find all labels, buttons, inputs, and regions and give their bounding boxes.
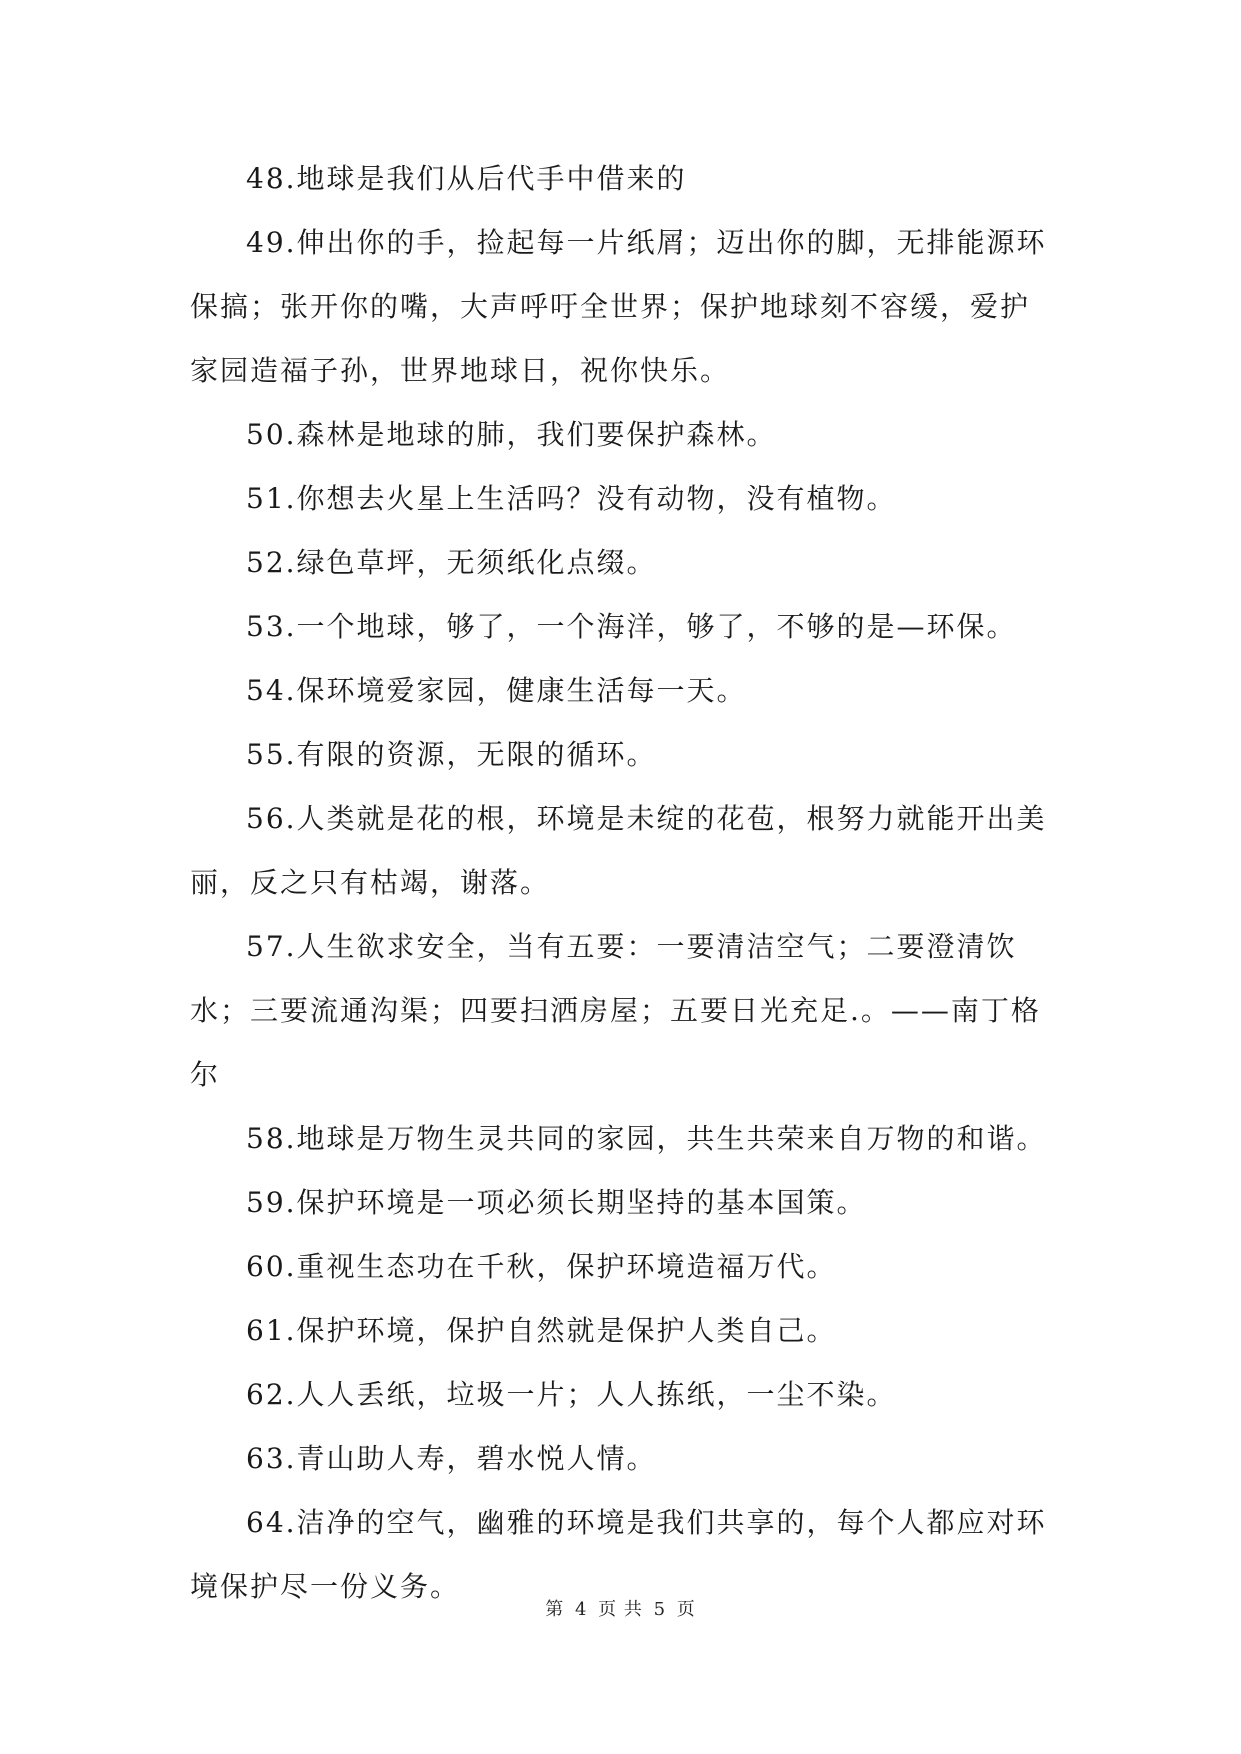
paragraph-62: 62.人人丢纸，垃圾一片；人人拣纸，一尘不染。 (246, 1378, 897, 1411)
footer-suffix: 页 (676, 1599, 696, 1620)
document-body (190, 147, 1058, 1619)
paragraph-52: 52.绿色草坪，无须纸化点缀。 (246, 546, 657, 579)
paragraph-55: 55.有限的资源，无限的循环。 (246, 738, 657, 771)
paragraph-49: 49.伸出你的手，捡起每一片纸屑；迈出你的脚，无排能源环保搞；张开你的嘴，大声呼吁全世界；保护地球刻不容缓，爱护家园造福子孙，世界地球日，祝你快乐。 (190, 226, 1047, 387)
paragraph-59: 59.保护环境是一项必须长期坚持的基本国策。 (246, 1186, 867, 1219)
paragraph-51: 51.你想去火星上生活吗？没有动物，没有植物。 (246, 482, 897, 515)
page-footer (0, 1598, 1241, 1622)
paragraph-54: 54.保环境爱家园，健康生活每一天。 (246, 674, 747, 707)
paragraph-57: 57.人生欲求安全，当有五要：一要清洁空气；二要澄清饮水；三要流通沟渠；四要扫洒房屋；五要日光充足.。——南丁格尔 (190, 930, 1041, 1091)
paragraph-53: 53.一个地球，够了，一个海洋，够了，不够的是—环保。 (246, 610, 1017, 643)
paragraph-50: 50.森林是地球的肺，我们要保护森林。 (246, 418, 777, 451)
paragraph-58: 58.地球是万物生灵共同的家园，共生共荣来自万物的和谐。 (246, 1122, 1047, 1155)
paragraph-48: 48.地球是我们从后代手中借来的 (246, 162, 687, 195)
paragraph-63: 63.青山助人寿，碧水悦人情。 (246, 1442, 657, 1475)
footer-current-page: 4 (574, 1599, 588, 1620)
paragraph-64: 64.洁净的空气，幽雅的环境是我们共享的，每个人都应对环境保护尽一份义务。 (190, 1506, 1047, 1603)
footer-prefix: 第 (545, 1599, 565, 1620)
paragraph-60: 60.重视生态功在千秋，保护环境造福万代。 (246, 1250, 837, 1283)
paragraph-61: 61.保护环境，保护自然就是保护人类自己。 (246, 1314, 837, 1347)
footer-total-pages: 5 (653, 1599, 667, 1620)
footer-middle: 页 共 (598, 1599, 643, 1620)
paragraph-56: 56.人类就是花的根，环境是未绽的花苞，根努力就能开出美丽，反之只有枯竭，谢落。 (190, 802, 1047, 899)
